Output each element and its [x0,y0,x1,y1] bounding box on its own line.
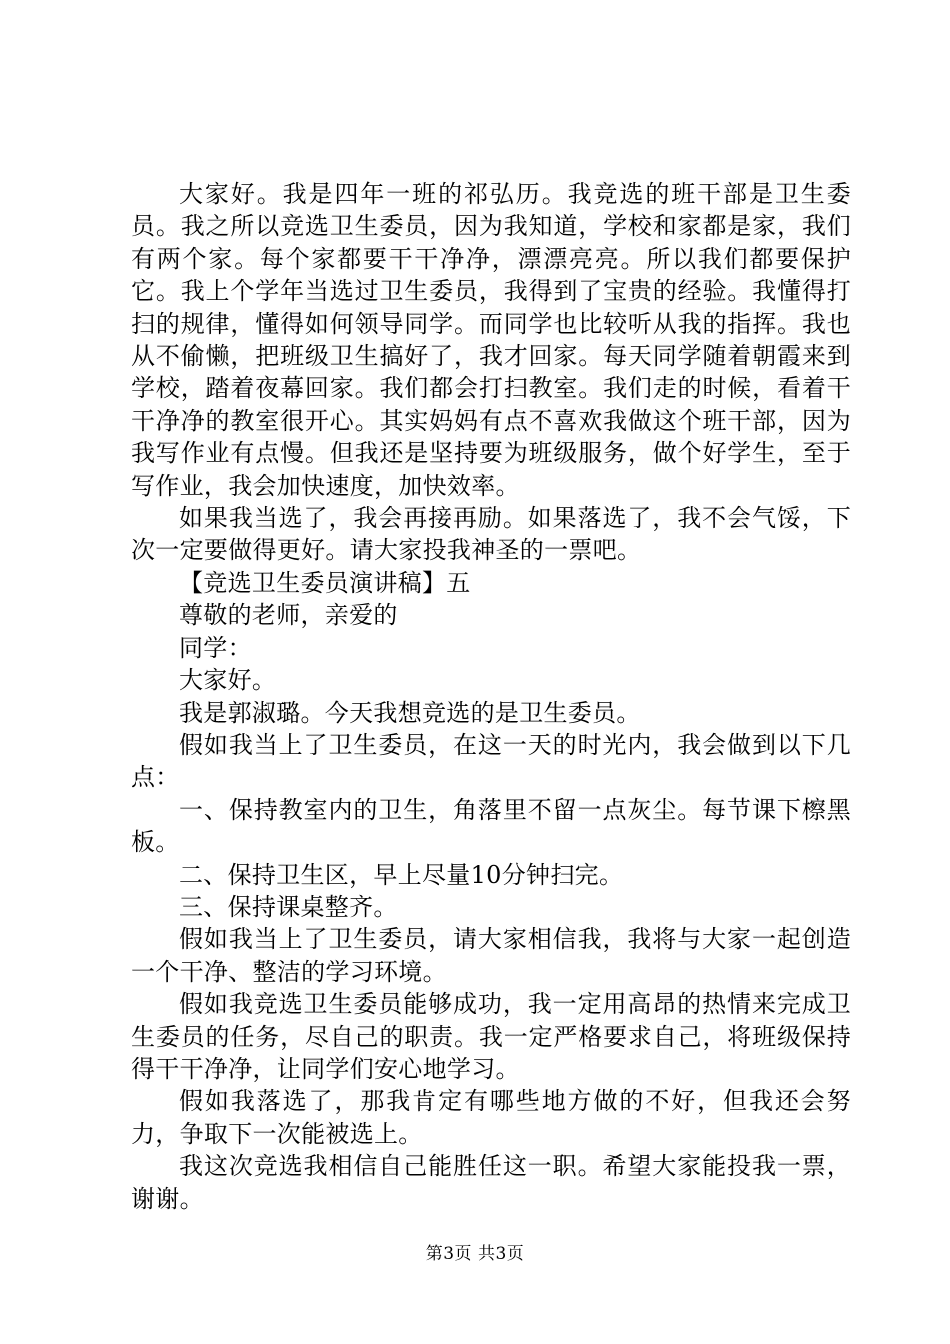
section-heading: 【竞选卫生委员演讲稿】五 [179,568,471,597]
plan-item-1: 一、保持教室内的卫生，角落里不留一点灰尘。每节课下檫黑板。 [131,795,851,857]
intro-paragraph: 我是郭淑璐。今天我想竞选的是卫生委员。 [179,698,641,727]
speech-paragraph-1: 大家好。我是四年一班的祁弘历。我竞选的班干部是卫生委员。我之所以竞选卫生委员，因为我知道，学校和家都是家，我们有两个家。每个家都要干干净净，漂漂亮亮。所以我们都要保护它。我上个学年当选过卫生委员，我得到了宝贵的经验。我懂得打扫的规律，懂得如何领导同学。而同学也比较听从我的指挥。我也从不偷懒，把班级卫生搞好了，我才回家。每天同学随着朝霞来到学校，踏着夜幕回家。我们都会打扫教室。我们走的时候，看着干干净净的教室很开心。其实妈妈有点不喜欢我做这个班干部，因为我写作业有点慢。但我还是坚持要为班级服务，做个好学生，至于写作业，我会加快速度，加快效率。 [131,180,851,500]
page-number-footer: 第3页 共3页 [425,1244,525,1264]
document-body [131,178,851,1215]
plan-item-2: 二、保持卫生区，早上尽量10分钟扫完。 [179,860,624,889]
failure-paragraph: 假如我落选了，那我肯定有哪些地方做的不好，但我还会努力，争取下一次能被选上。 [131,1087,851,1148]
speech-paragraph-2: 如果我当选了，我会再接再励。如果落选了，我不会气馁，下次一定要做得更好。请大家投我神圣的一票吧。 [131,504,851,565]
salutation-line-2: 同学： [179,633,252,662]
greeting-line: 大家好。 [179,666,277,695]
plan-intro-paragraph: 假如我当上了卫生委员，在这一天的时光内，我会做到以下几点： [131,730,851,792]
trust-paragraph: 假如我当上了卫生委员，请大家相信我，我将与大家一起创造一个干净、整洁的学习环境。 [131,925,851,986]
salutation-line-1: 尊敬的老师，亲爱的 [179,601,398,630]
plan-item-3: 三、保持课桌整齐。 [179,892,398,921]
success-paragraph: 假如我竞选卫生委员能够成功，我一定用高昂的热情来完成卫生委员的任务，尽自己的职责。我一定严格要求自己，将班级保持得干干净净，让同学们安心地学习。 [131,990,851,1083]
closing-paragraph: 我这次竞选我相信自己能胜任这一职。希望大家能投我一票，谢谢。 [131,1152,851,1213]
